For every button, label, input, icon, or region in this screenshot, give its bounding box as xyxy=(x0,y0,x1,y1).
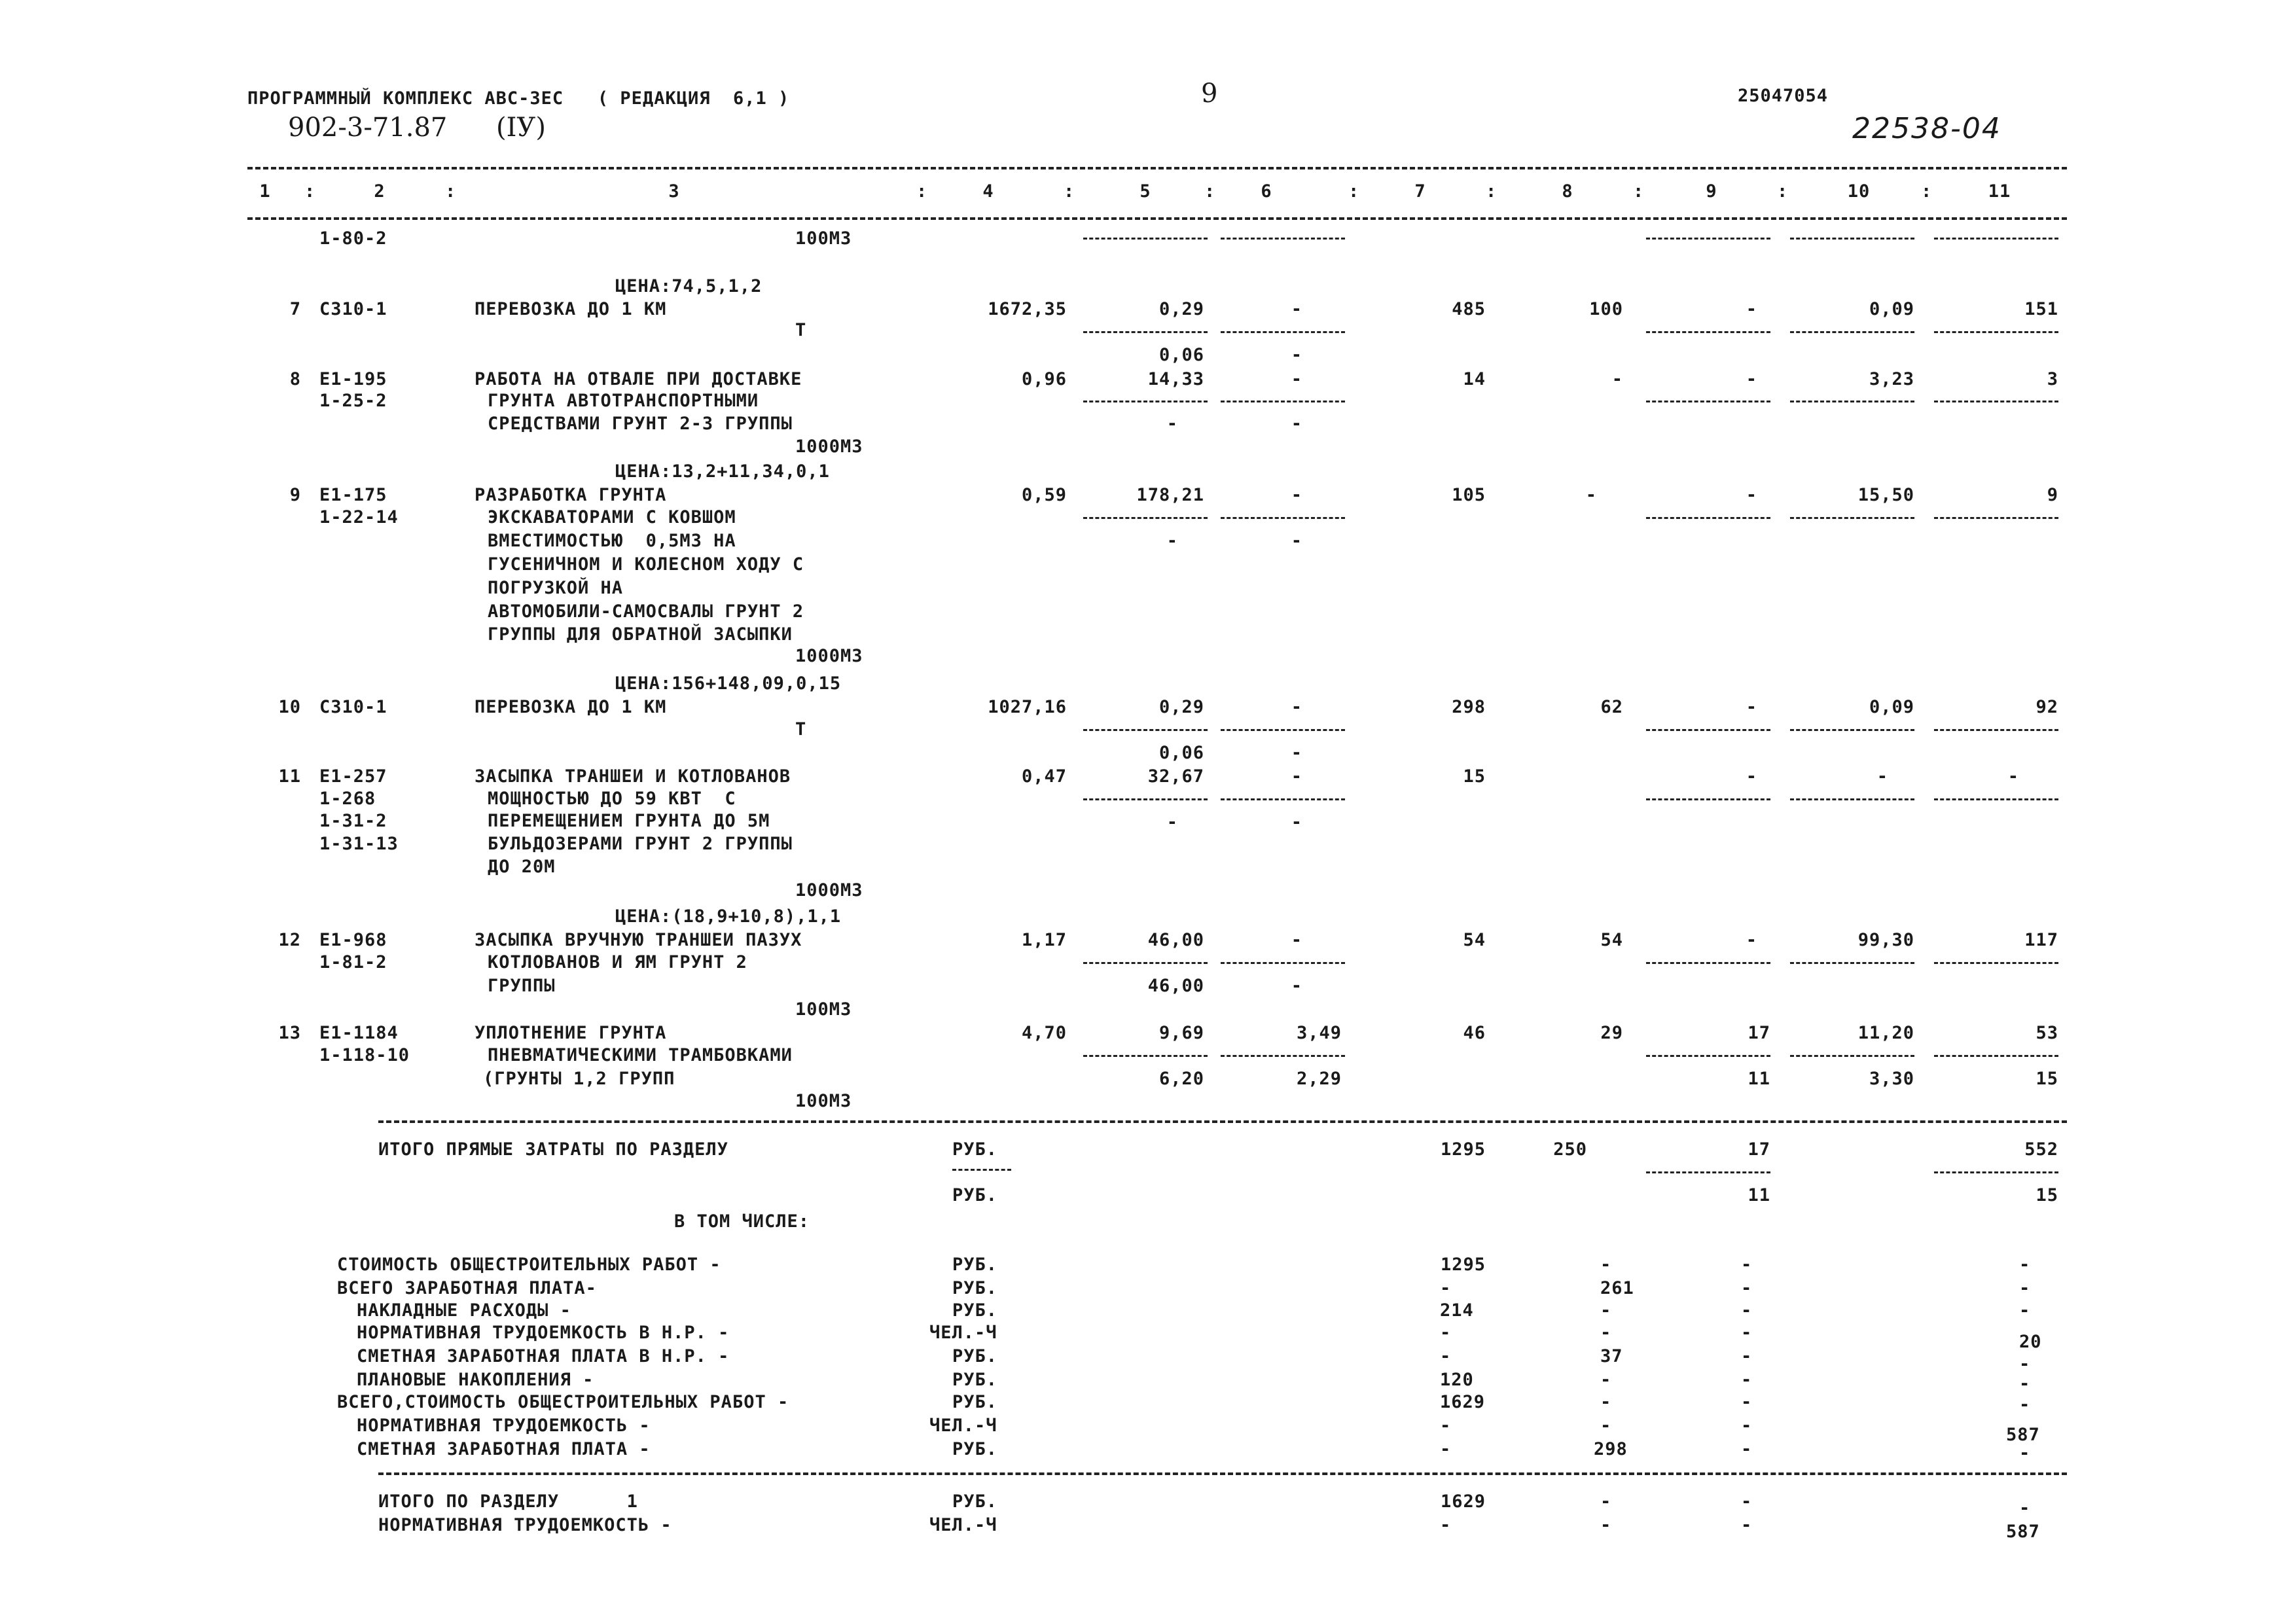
cell-rule xyxy=(1934,517,2058,519)
cell-col5: 32,67 xyxy=(1147,766,1204,787)
cell-col9: - xyxy=(1741,1255,1753,1275)
including-label: В ТОМ ЧИСЛЕ: xyxy=(674,1211,810,1232)
summary-unit: РУБ. xyxy=(952,1278,998,1298)
cell-rule xyxy=(1083,729,1208,731)
row-unit: 100М3 xyxy=(795,228,852,249)
row-unit: 1000М3 xyxy=(795,880,863,901)
cell-col6: - xyxy=(1291,369,1302,389)
cell-col9: - xyxy=(1746,485,1757,505)
cell-col8: - xyxy=(1600,1255,1612,1275)
cell-rule xyxy=(1934,1171,2058,1173)
cell-col7: 14 xyxy=(1463,369,1486,389)
totals-rule xyxy=(378,1120,2067,1123)
row-number: 10 xyxy=(278,697,301,717)
cell-col5: 0,29 xyxy=(1158,299,1204,319)
cell-col9: - xyxy=(1741,1346,1753,1366)
cell-col10: 0,09 xyxy=(1869,697,1914,717)
cell-col5-b: 46,00 xyxy=(1147,976,1204,996)
cell-col7: - xyxy=(1440,1416,1452,1436)
cell-col9: - xyxy=(1746,369,1757,389)
cell-col11-b: 15 xyxy=(2036,1185,2058,1205)
cell-rule xyxy=(1934,1055,2058,1057)
cell-rule xyxy=(1221,798,1345,800)
row-description: ПЕРЕВОЗКА ДО 1 КМ xyxy=(475,697,667,717)
summary-unit: ЧЕЛ.-Ч xyxy=(929,1416,997,1436)
summary-unit: РУБ. xyxy=(952,1370,998,1390)
row-code: 1-80-2 xyxy=(319,228,387,249)
unit-label: РУБ. xyxy=(952,1139,998,1160)
row-description: ПОГРУЗКОЙ НА xyxy=(488,578,624,598)
cell-col8: 100 xyxy=(1589,299,1623,319)
totals-label: ИТОГО ПРЯМЫЕ ЗАТРАТЫ ПО РАЗДЕЛУ xyxy=(378,1139,728,1160)
cell-col11: 20 xyxy=(2019,1332,2042,1352)
cell-col10: 11,20 xyxy=(1857,1023,1914,1043)
cell-col9: - xyxy=(1741,1323,1753,1343)
col-divider: : xyxy=(445,181,457,202)
cell-rule xyxy=(1083,962,1208,964)
cell-col8: - xyxy=(1600,1323,1612,1343)
cell-col9: - xyxy=(1741,1416,1753,1436)
cell-col5: 178,21 xyxy=(1136,485,1204,505)
cell-col7: - xyxy=(1440,1323,1452,1343)
col-header-1: 1 xyxy=(259,181,271,202)
summary-label: ВСЕГО ЗАРАБОТНАЯ ПЛАТА- xyxy=(337,1278,597,1298)
unit-label: РУБ. xyxy=(952,1185,998,1205)
cell-col6: - xyxy=(1291,697,1302,717)
row-code: Е1-968 xyxy=(319,930,387,950)
summary-label: СМЕТНАЯ ЗАРАБОТНАЯ ПЛАТА В Н.Р. - xyxy=(357,1346,730,1366)
cell-col8: - xyxy=(1600,1392,1612,1412)
summary-unit: РУБ. xyxy=(952,1346,998,1366)
cell-col10: 3,23 xyxy=(1869,369,1914,389)
cell-rule xyxy=(1934,798,2058,800)
cell-col6-b: 2,29 xyxy=(1296,1069,1342,1089)
program-title: ПРОГРАММНЫЙ КОМПЛЕКС АВС-ЗЕС ( РЕДАКЦИЯ 6,1 ) xyxy=(247,88,790,109)
cell-col8: - xyxy=(1585,485,1597,505)
cell-rule xyxy=(1221,729,1345,731)
summary-label: НАКЛАДНЫЕ РАСХОДЫ - xyxy=(357,1300,571,1321)
row-description: ПНЕВМАТИЧЕСКИМИ ТРАМБОВКАМИ xyxy=(488,1045,793,1065)
summary-label: СТОИМОСТЬ ОБЩЕСТРОИТЕЛЬНЫХ РАБОТ - xyxy=(337,1255,721,1275)
row-code: 1-118-10 xyxy=(319,1045,410,1065)
summary-unit: РУБ. xyxy=(952,1392,998,1412)
cell-col6: - xyxy=(1291,930,1302,950)
section-total-label: ИТОГО ПО РАЗДЕЛУ 1 xyxy=(378,1491,638,1512)
row-number: 13 xyxy=(278,1023,301,1043)
page-number: 9 xyxy=(1201,79,1218,109)
summary-unit: ЧЕЛ.-Ч xyxy=(929,1323,997,1343)
col-divider: : xyxy=(1921,181,1933,202)
col-header-5: 5 xyxy=(1139,181,1151,202)
cell-col9: - xyxy=(1741,1278,1753,1298)
row-unit: Т xyxy=(795,320,807,340)
cell-col11: - xyxy=(2019,1395,2031,1415)
cell-col11: 3 xyxy=(2047,369,2058,389)
row-description: ПЕРЕМЕЩЕНИЕМ ГРУНТА ДО 5М xyxy=(488,811,770,831)
cell-rule xyxy=(1790,401,1914,402)
summary-label: ВСЕГО,СТОИМОСТЬ ОБЩЕСТРОИТЕЛЬНЫХ РАБОТ - xyxy=(337,1392,789,1412)
row-unit: 100М3 xyxy=(795,999,852,1020)
cell-rule xyxy=(1646,517,1770,519)
cell-rule xyxy=(952,1169,1011,1171)
cell-col7: - xyxy=(1440,1278,1452,1298)
row-code: 1-81-2 xyxy=(319,952,387,972)
row-description: (ГРУНТЫ 1,2 ГРУПП xyxy=(483,1069,675,1089)
row-number: 11 xyxy=(278,766,301,787)
cell-col9: 17 xyxy=(1748,1139,1770,1160)
cell-rule xyxy=(1934,238,2058,240)
cell-col9: - xyxy=(1741,1439,1753,1459)
cell-col6-b: - xyxy=(1291,812,1302,832)
cell-rule xyxy=(1790,1055,1914,1057)
cell-col11: 151 xyxy=(2024,299,2058,319)
header-rule xyxy=(247,217,2067,220)
cell-col8: 54 xyxy=(1600,930,1623,950)
cell-col8: - xyxy=(1600,1300,1612,1321)
row-description: КОТЛОВАНОВ И ЯМ ГРУНТ 2 xyxy=(488,952,747,972)
cell-col11: - xyxy=(2019,1498,2031,1518)
row-unit: 1000М3 xyxy=(795,437,863,457)
cell-col8: - xyxy=(1611,369,1623,389)
col-header-9: 9 xyxy=(1706,181,1717,202)
cell-rule xyxy=(1790,238,1914,240)
cell-col7: 485 xyxy=(1452,299,1486,319)
row-description: АВТОМОБИЛИ-САМОСВАЛЫ ГРУНТ 2 xyxy=(488,601,804,622)
cell-rule xyxy=(1221,238,1345,240)
cell-rule xyxy=(1934,401,2058,402)
col-divider: : xyxy=(1633,181,1645,202)
cell-rule xyxy=(1646,962,1770,964)
cell-rule xyxy=(1790,962,1914,964)
row-number: 7 xyxy=(289,299,301,319)
cell-col7: 54 xyxy=(1463,930,1486,950)
cell-col7: 1295 xyxy=(1440,1139,1486,1160)
cell-rule xyxy=(1646,1055,1770,1057)
cell-col10: - xyxy=(1876,766,1888,787)
cell-rule xyxy=(1083,331,1208,333)
cell-col5-b: - xyxy=(1166,531,1178,551)
row-code: С310-1 xyxy=(319,697,387,717)
cell-rule xyxy=(1646,401,1770,402)
cell-col6: - xyxy=(1291,485,1302,505)
row-code: Е1-175 xyxy=(319,485,387,505)
price-line: ЦЕНА:156+148,09,0,15 xyxy=(615,673,842,694)
cell-col8: 261 xyxy=(1600,1278,1634,1298)
cell-rule xyxy=(1221,517,1345,519)
row-code: Е1-257 xyxy=(319,766,387,787)
row-unit: 100М3 xyxy=(795,1091,852,1111)
cell-col4: 0,59 xyxy=(1021,485,1067,505)
cell-col4: 1672,35 xyxy=(988,299,1067,319)
cell-col7: 298 xyxy=(1452,697,1486,717)
cell-col8: - xyxy=(1600,1370,1612,1390)
col-header-8: 8 xyxy=(1562,181,1573,202)
row-code: 1-31-13 xyxy=(319,834,399,854)
cell-col4: 1027,16 xyxy=(988,697,1067,717)
cell-col11: 117 xyxy=(2024,930,2058,950)
cell-col6: - xyxy=(1291,299,1302,319)
cell-col5: 14,33 xyxy=(1147,369,1204,389)
cell-col7: - xyxy=(1440,1439,1452,1459)
cell-col11: 587 xyxy=(2006,1425,2040,1445)
price-line: ЦЕНА:(18,9+10,8),1,1 xyxy=(615,906,842,927)
row-description: ЭКСКАВАТОРАМИ С КОВШОМ xyxy=(488,507,736,527)
row-description: РАБОТА НА ОТВАЛЕ ПРИ ДОСТАВКЕ xyxy=(475,369,802,389)
cell-col6-b: - xyxy=(1291,531,1302,551)
row-description: СРЕДСТВАМИ ГРУНТ 2-3 ГРУППЫ xyxy=(488,414,793,434)
col-header-3: 3 xyxy=(668,181,680,202)
row-code: Е1-195 xyxy=(319,369,387,389)
row-description: ГРУППЫ ДЛЯ ОБРАТНОЙ ЗАСЫПКИ xyxy=(488,624,793,645)
cell-col8: - xyxy=(1600,1515,1612,1535)
row-description: ГРУППЫ xyxy=(488,976,556,996)
cell-col6: 3,49 xyxy=(1296,1023,1342,1043)
summary-label: НОРМАТИВНАЯ ТРУДОЕМКОСТЬ - xyxy=(378,1515,672,1535)
cell-col10: 0,09 xyxy=(1869,299,1914,319)
cell-col9: - xyxy=(1741,1515,1753,1535)
cell-col9: 17 xyxy=(1748,1023,1770,1043)
cell-col9-b: 11 xyxy=(1748,1069,1770,1089)
cell-col8: 37 xyxy=(1600,1346,1623,1366)
cell-col6: - xyxy=(1291,766,1302,787)
row-code: 1-22-14 xyxy=(319,507,399,527)
row-description: ЗАСЫПКА ТРАНШЕИ И КОТЛОВАНОВ xyxy=(475,766,791,787)
cell-col5-b: 6,20 xyxy=(1158,1069,1204,1089)
col-divider: : xyxy=(1204,181,1216,202)
cell-col4: 4,70 xyxy=(1021,1023,1067,1043)
cell-col6-b: - xyxy=(1291,743,1302,763)
cell-col9-b: 11 xyxy=(1748,1185,1770,1205)
cell-rule xyxy=(1934,331,2058,333)
cell-col11: 9 xyxy=(2047,485,2058,505)
cell-col5-b: 0,06 xyxy=(1158,345,1204,365)
cell-col7: 120 xyxy=(1440,1370,1474,1390)
summary-unit: РУБ. xyxy=(952,1300,998,1321)
row-description: ВМЕСТИМОСТЬЮ 0,5М3 НА xyxy=(488,531,736,551)
top-rule xyxy=(247,167,2067,169)
cell-col11: - xyxy=(2019,1278,2031,1298)
row-number: 12 xyxy=(278,930,301,950)
cell-col9: - xyxy=(1746,299,1757,319)
cell-col6-b: - xyxy=(1291,414,1302,434)
cell-col8: 250 xyxy=(1553,1139,1587,1160)
row-description: ДО 20М xyxy=(488,857,556,877)
cell-col11: - xyxy=(2019,1255,2031,1275)
row-description: ЗАСЫПКА ВРУЧНУЮ ТРАНШЕИ ПАЗУХ xyxy=(475,930,802,950)
cell-col5: 46,00 xyxy=(1147,930,1204,950)
cell-rule xyxy=(1934,962,2058,964)
cell-rule xyxy=(1083,798,1208,800)
cell-col4: 0,96 xyxy=(1021,369,1067,389)
col-divider: : xyxy=(1064,181,1075,202)
cell-col11: - xyxy=(2019,1354,2031,1374)
summary-label: СМЕТНАЯ ЗАРАБОТНАЯ ПЛАТА - xyxy=(357,1439,651,1459)
cell-col9: - xyxy=(1741,1370,1753,1390)
cell-col5-b: 0,06 xyxy=(1158,743,1204,763)
row-number: 9 xyxy=(289,485,301,505)
cell-rule xyxy=(1083,1055,1208,1057)
row-unit: 1000М3 xyxy=(795,646,863,666)
cell-col9: - xyxy=(1746,766,1757,787)
cell-col11: 587 xyxy=(2006,1522,2040,1542)
cell-col9: - xyxy=(1741,1300,1753,1321)
row-description: ГРУНТА АВТОТРАНСПОРТНЫМИ xyxy=(488,391,759,411)
row-description: МОЩНОСТЬЮ ДО 59 КВТ С xyxy=(488,789,736,809)
cell-col9: - xyxy=(1741,1392,1753,1412)
cell-col4: 0,47 xyxy=(1021,766,1067,787)
sheet-number: 22538-04 xyxy=(1852,112,2001,145)
volume-number: (IУ) xyxy=(496,113,546,143)
cell-col8: - xyxy=(1600,1416,1612,1436)
cell-col9: - xyxy=(1746,697,1757,717)
row-code: 1-268 xyxy=(319,789,376,809)
cell-rule xyxy=(1790,331,1914,333)
cell-col9: - xyxy=(1741,1491,1753,1512)
cell-col10-b: 3,30 xyxy=(1869,1069,1914,1089)
cell-col11: - xyxy=(2019,1443,2031,1463)
document-code: 25047054 xyxy=(1738,86,1829,106)
cell-col5-b: - xyxy=(1166,414,1178,434)
row-description: БУЛЬДОЗЕРАМИ ГРУНТ 2 ГРУППЫ xyxy=(488,834,793,854)
summary-unit: РУБ. xyxy=(952,1491,998,1512)
cell-col7: 1629 xyxy=(1440,1392,1486,1412)
cell-rule xyxy=(1646,729,1770,731)
cell-col11: - xyxy=(2007,766,2019,787)
cell-col7: 1295 xyxy=(1440,1255,1486,1275)
col-divider: : xyxy=(916,181,928,202)
cell-col6-b: - xyxy=(1291,345,1302,365)
cell-rule xyxy=(1221,331,1345,333)
cell-col7: 46 xyxy=(1463,1023,1486,1043)
cell-col7: 214 xyxy=(1440,1300,1474,1321)
summary-unit: РУБ. xyxy=(952,1255,998,1275)
cell-rule xyxy=(1083,401,1208,402)
col-divider: : xyxy=(1777,181,1789,202)
row-code: 1-25-2 xyxy=(319,391,387,411)
cell-rule xyxy=(1646,798,1770,800)
cell-col10: 15,50 xyxy=(1857,485,1914,505)
col-divider: : xyxy=(304,181,316,202)
cell-col6-b: - xyxy=(1291,976,1302,996)
cell-col7: - xyxy=(1440,1346,1452,1366)
cell-rule xyxy=(1221,401,1345,402)
cell-rule xyxy=(1221,1055,1345,1057)
cell-col11: - xyxy=(2019,1300,2031,1321)
cell-col8: - xyxy=(1600,1491,1612,1512)
cell-col11: 92 xyxy=(2036,697,2058,717)
row-description: УПЛОТНЕНИЕ ГРУНТА xyxy=(475,1023,667,1043)
cell-col5: 9,69 xyxy=(1158,1023,1204,1043)
final-rule xyxy=(378,1472,2067,1475)
col-header-10: 10 xyxy=(1847,181,1871,202)
cell-rule xyxy=(1934,729,2058,731)
col-header-11: 11 xyxy=(1988,181,2011,202)
row-code: 1-31-2 xyxy=(319,811,387,831)
project-number: 902-3-71.87 xyxy=(288,113,448,143)
col-header-6: 6 xyxy=(1261,181,1272,202)
row-code: Е1-1184 xyxy=(319,1023,399,1043)
col-divider: : xyxy=(1348,181,1360,202)
cell-col11: 552 xyxy=(2024,1139,2058,1160)
cell-rule xyxy=(1083,517,1208,519)
row-description: ПЕРЕВОЗКА ДО 1 КМ xyxy=(475,299,667,319)
cell-col11: - xyxy=(2019,1374,2031,1394)
cell-col11-b: 15 xyxy=(2036,1069,2058,1089)
cell-col7: 15 xyxy=(1463,766,1486,787)
row-description: РАЗРАБОТКА ГРУНТА xyxy=(475,485,667,505)
price-line: ЦЕНА:13,2+11,34,0,1 xyxy=(615,461,830,482)
price-line: ЦЕНА:74,5,1,2 xyxy=(615,276,762,296)
col-header-2: 2 xyxy=(374,181,386,202)
col-header-7: 7 xyxy=(1414,181,1426,202)
cell-rule xyxy=(1790,517,1914,519)
cell-rule xyxy=(1790,729,1914,731)
cell-col8: 62 xyxy=(1600,697,1623,717)
cell-rule xyxy=(1646,238,1770,240)
cell-col7: 105 xyxy=(1452,485,1486,505)
cell-col10: 99,30 xyxy=(1857,930,1914,950)
cell-col8: 29 xyxy=(1600,1023,1623,1043)
col-header-4: 4 xyxy=(982,181,994,202)
cell-col11: 53 xyxy=(2036,1023,2058,1043)
col-divider: : xyxy=(1486,181,1498,202)
cell-rule xyxy=(1646,331,1770,333)
row-number: 8 xyxy=(289,369,301,389)
cell-rule xyxy=(1646,1171,1770,1173)
cell-col5: 0,29 xyxy=(1158,697,1204,717)
summary-unit: РУБ. xyxy=(952,1439,998,1459)
cell-col9: - xyxy=(1746,930,1757,950)
summary-unit: ЧЕЛ.-Ч xyxy=(929,1515,997,1535)
cell-col5-b: - xyxy=(1166,812,1178,832)
row-description: ГУСЕНИЧНОМ И КОЛЕСНОМ ХОДУ С xyxy=(488,554,804,575)
summary-label: ПЛАНОВЫЕ НАКОПЛЕНИЯ - xyxy=(357,1370,594,1390)
cell-col4: 1,17 xyxy=(1021,930,1067,950)
cell-rule xyxy=(1790,798,1914,800)
row-unit: Т xyxy=(795,719,807,740)
cell-col7: - xyxy=(1440,1515,1452,1535)
summary-label: НОРМАТИВНАЯ ТРУДОЕМКОСТЬ - xyxy=(357,1416,651,1436)
cell-col7: 1629 xyxy=(1440,1491,1486,1512)
cell-rule xyxy=(1083,238,1208,240)
row-code: С310-1 xyxy=(319,299,387,319)
cell-col8: 298 xyxy=(1594,1439,1628,1459)
cell-rule xyxy=(1221,962,1345,964)
summary-label: НОРМАТИВНАЯ ТРУДОЕМКОСТЬ В Н.Р. - xyxy=(357,1323,730,1343)
